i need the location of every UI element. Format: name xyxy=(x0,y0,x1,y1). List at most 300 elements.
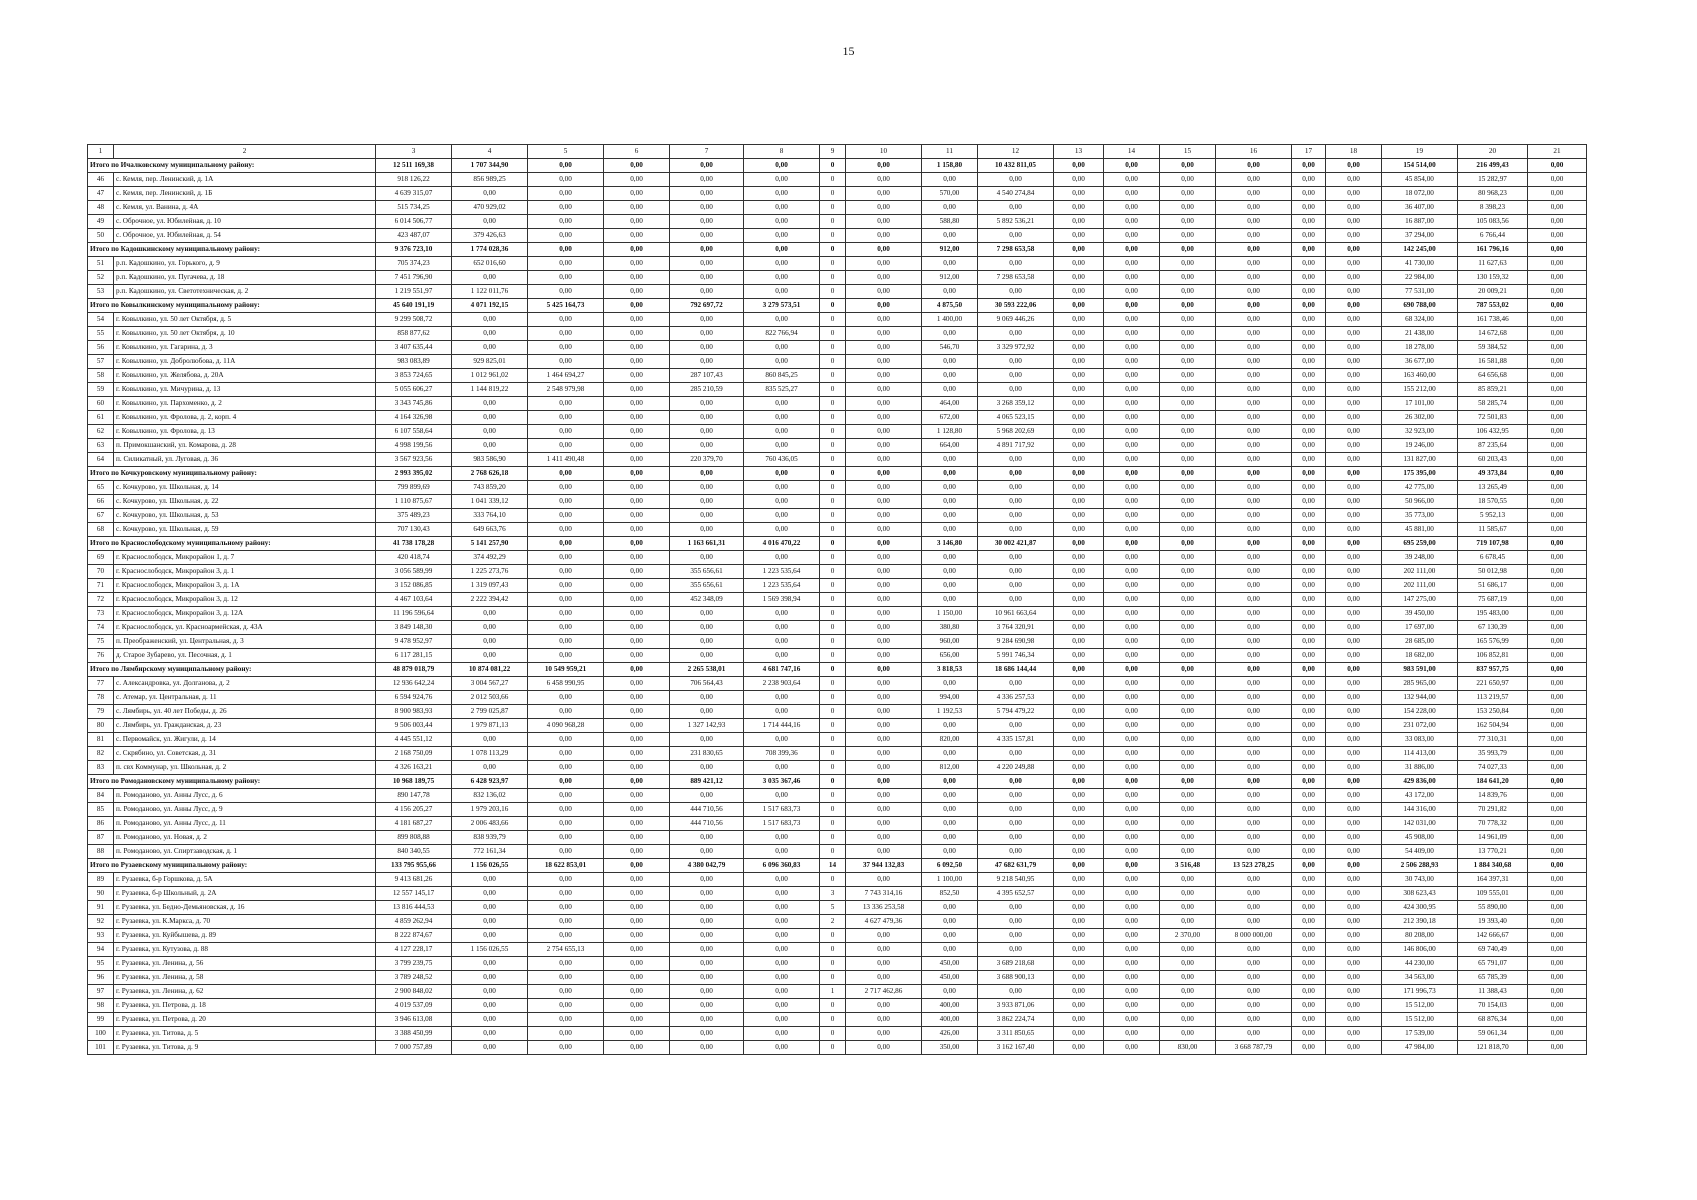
value-cell: 0,00 xyxy=(1104,201,1160,215)
value-cell: 0,00 xyxy=(604,327,670,341)
total-value-cell: 0,00 xyxy=(1160,775,1216,789)
value-cell: 0,00 xyxy=(1216,831,1292,845)
value-cell: 0,00 xyxy=(1528,523,1587,537)
value-cell: 0,00 xyxy=(922,845,978,859)
address-cell: г. Ковылкино, ул. Добролюбова, д. 11А xyxy=(114,355,376,369)
value-cell: 0,00 xyxy=(1054,747,1104,761)
column-number-cell: 3 xyxy=(376,145,452,159)
value-cell: 1 128,80 xyxy=(922,425,978,439)
value-cell: 1 979 871,13 xyxy=(452,719,528,733)
total-value-cell: 690 788,00 xyxy=(1382,299,1458,313)
value-cell: 0,00 xyxy=(1104,915,1160,929)
row-number-cell: 97 xyxy=(88,985,114,999)
table-row xyxy=(88,173,1587,187)
value-cell: 0 xyxy=(820,495,846,509)
value-cell: 0,00 xyxy=(744,831,820,845)
value-cell: 0,00 xyxy=(978,201,1054,215)
value-cell: 0,00 xyxy=(1326,369,1382,383)
value-cell: 0,00 xyxy=(846,439,922,453)
value-cell: 0,00 xyxy=(1054,453,1104,467)
value-cell: 2 900 848,02 xyxy=(376,985,452,999)
value-cell: 0,00 xyxy=(1528,565,1587,579)
value-cell: 0,00 xyxy=(1326,551,1382,565)
table-row xyxy=(88,187,1587,201)
value-cell: 0,00 xyxy=(604,271,670,285)
value-cell: 36 677,00 xyxy=(1382,355,1458,369)
total-value-cell: 30 593 222,06 xyxy=(978,299,1054,313)
value-cell: 0,00 xyxy=(670,341,744,355)
value-cell: 0,00 xyxy=(1216,565,1292,579)
value-cell: 0,00 xyxy=(1216,971,1292,985)
value-cell: 0,00 xyxy=(528,607,604,621)
total-value-cell: 0,00 xyxy=(1326,663,1382,677)
value-cell: 0,00 xyxy=(1326,957,1382,971)
value-cell: 0,00 xyxy=(1292,495,1326,509)
value-cell: 0,00 xyxy=(1292,985,1326,999)
row-number-cell: 55 xyxy=(88,327,114,341)
total-value-cell: 48 879 018,79 xyxy=(376,663,452,677)
value-cell: 0,00 xyxy=(978,173,1054,187)
address-cell: г. Краснослободск, Микрорайон 1, д. 7 xyxy=(114,551,376,565)
value-cell: 0,00 xyxy=(744,929,820,943)
value-cell: 1 110 875,67 xyxy=(376,495,452,509)
value-cell: 0,00 xyxy=(604,1027,670,1041)
value-cell: 0 xyxy=(820,215,846,229)
row-number-cell: 96 xyxy=(88,971,114,985)
total-value-cell: 0 xyxy=(820,243,846,257)
district-total-label: Итого по Ковылкинскому муниципальному району: xyxy=(88,299,376,313)
total-value-cell: 12 511 169,38 xyxy=(376,159,452,173)
value-cell: 0,00 xyxy=(1292,887,1326,901)
value-cell: 0,00 xyxy=(1326,341,1382,355)
value-cell: 0,00 xyxy=(1528,761,1587,775)
total-value-cell: 10 968 189,75 xyxy=(376,775,452,789)
total-value-cell: 0,00 xyxy=(1528,243,1587,257)
value-cell: 0,00 xyxy=(452,971,528,985)
value-cell: 59 384,52 xyxy=(1458,341,1528,355)
value-cell: 0,00 xyxy=(1326,523,1382,537)
value-cell: 0,00 xyxy=(922,369,978,383)
value-cell: 0,00 xyxy=(1292,313,1326,327)
value-cell: 0,00 xyxy=(670,313,744,327)
value-cell: 109 555,01 xyxy=(1458,887,1528,901)
table-row xyxy=(88,201,1587,215)
value-cell: 0,00 xyxy=(1528,873,1587,887)
value-cell: 0,00 xyxy=(1054,845,1104,859)
table-row xyxy=(88,271,1587,285)
address-cell: п. Примокшанский, ул. Комарова, д. 28 xyxy=(114,439,376,453)
value-cell: 0,00 xyxy=(1528,1013,1587,1027)
row-number-cell: 80 xyxy=(88,719,114,733)
value-cell: 0,00 xyxy=(846,957,922,971)
value-cell: 0,00 xyxy=(604,495,670,509)
value-cell: 0,00 xyxy=(1326,831,1382,845)
value-cell: 890 147,78 xyxy=(376,789,452,803)
value-cell: 1 223 535,64 xyxy=(744,579,820,593)
value-cell: 0,00 xyxy=(528,257,604,271)
value-cell: 0,00 xyxy=(1326,313,1382,327)
value-cell: 13 265,49 xyxy=(1458,481,1528,495)
value-cell: 0,00 xyxy=(452,439,528,453)
value-cell: 0,00 xyxy=(452,733,528,747)
value-cell: 0,00 xyxy=(744,845,820,859)
value-cell: 0,00 xyxy=(604,985,670,999)
value-cell: 355 656,61 xyxy=(670,579,744,593)
total-value-cell: 0,00 xyxy=(1216,467,1292,481)
total-value-cell: 0,00 xyxy=(1528,775,1587,789)
address-cell: п. Ромоданово, ул. Спиртзаводская, д. 1 xyxy=(114,845,376,859)
value-cell: 0,00 xyxy=(1528,747,1587,761)
value-cell: 0 xyxy=(820,383,846,397)
row-number-cell: 68 xyxy=(88,523,114,537)
district-total-row xyxy=(88,537,1587,551)
value-cell: 672,00 xyxy=(922,411,978,425)
value-cell: 2 222 394,42 xyxy=(452,593,528,607)
value-cell: 450,00 xyxy=(922,971,978,985)
value-cell: 0,00 xyxy=(1216,817,1292,831)
value-cell: 0 xyxy=(820,439,846,453)
value-cell: 0,00 xyxy=(978,579,1054,593)
value-cell: 0,00 xyxy=(978,929,1054,943)
value-cell: 0,00 xyxy=(1326,411,1382,425)
value-cell: 0 xyxy=(820,523,846,537)
value-cell: 0,00 xyxy=(670,481,744,495)
value-cell: 0,00 xyxy=(670,355,744,369)
value-cell: 17 697,00 xyxy=(1382,621,1458,635)
value-cell: 0,00 xyxy=(1326,985,1382,999)
value-cell: 0,00 xyxy=(1528,719,1587,733)
row-number-cell: 100 xyxy=(88,1027,114,1041)
total-value-cell: 1 884 340,68 xyxy=(1458,859,1528,873)
table-row xyxy=(88,229,1587,243)
value-cell: 0,00 xyxy=(670,691,744,705)
total-value-cell: 0,00 xyxy=(1104,299,1160,313)
total-value-cell: 4 681 747,16 xyxy=(744,663,820,677)
total-value-cell: 0,00 xyxy=(1054,775,1104,789)
district-total-label: Итого по Кадошкинскому муниципальному району: xyxy=(88,243,376,257)
total-value-cell: 0,00 xyxy=(922,775,978,789)
table-row xyxy=(88,369,1587,383)
value-cell: 0,00 xyxy=(1160,649,1216,663)
value-cell: 35 993,79 xyxy=(1458,747,1528,761)
value-cell: 0,00 xyxy=(452,411,528,425)
address-cell: г. Ковылкино, ул. Фролова, д. 2, корп. 4 xyxy=(114,411,376,425)
value-cell: 0,00 xyxy=(1216,439,1292,453)
column-number-cell: 18 xyxy=(1326,145,1382,159)
value-cell: 0,00 xyxy=(1216,271,1292,285)
address-cell: с. Кочкурово, ул. Школьная, д. 59 xyxy=(114,523,376,537)
address-cell: г. Краснослободск, Микрорайон 3, д. 12А xyxy=(114,607,376,621)
value-cell: 35 773,00 xyxy=(1382,509,1458,523)
value-cell: 142 031,00 xyxy=(1382,817,1458,831)
value-cell: 0 xyxy=(820,705,846,719)
total-value-cell: 0,00 xyxy=(604,859,670,873)
value-cell: 0,00 xyxy=(1216,201,1292,215)
value-cell: 0,00 xyxy=(1292,341,1326,355)
address-cell: с. Кемля, пер. Ленинский, д. 1Б xyxy=(114,187,376,201)
value-cell: 0,00 xyxy=(1054,929,1104,943)
total-value-cell: 0 xyxy=(820,299,846,313)
address-cell: п. Ромоданово, ул. Анны Лусс, д. 6 xyxy=(114,789,376,803)
value-cell: 1 400,00 xyxy=(922,313,978,327)
value-cell: 0,00 xyxy=(1160,285,1216,299)
value-cell: 0,00 xyxy=(1326,425,1382,439)
value-cell: 374 492,29 xyxy=(452,551,528,565)
value-cell: 0,00 xyxy=(846,481,922,495)
value-cell: 0,00 xyxy=(452,327,528,341)
value-cell: 0,00 xyxy=(1160,635,1216,649)
value-cell: 80 208,00 xyxy=(1382,929,1458,943)
value-cell: 0,00 xyxy=(978,565,1054,579)
value-cell: 0,00 xyxy=(1292,285,1326,299)
table-row xyxy=(88,691,1587,705)
total-value-cell: 0,00 xyxy=(1054,859,1104,873)
value-cell: 0,00 xyxy=(452,761,528,775)
address-cell: с. Оброчное, ул. Юбилейная, д. 54 xyxy=(114,229,376,243)
value-cell: 0,00 xyxy=(1054,985,1104,999)
total-value-cell: 3 035 367,46 xyxy=(744,775,820,789)
address-cell: с. Кочкурово, ул. Школьная, д. 14 xyxy=(114,481,376,495)
value-cell: 0,00 xyxy=(1528,425,1587,439)
value-cell: 31 886,00 xyxy=(1382,761,1458,775)
value-cell: 0,00 xyxy=(1292,1027,1326,1041)
column-number-cell: 7 xyxy=(670,145,744,159)
value-cell: 3 933 871,06 xyxy=(978,999,1054,1013)
value-cell: 4 181 687,27 xyxy=(376,817,452,831)
total-value-cell: 142 245,00 xyxy=(1382,243,1458,257)
value-cell: 649 663,76 xyxy=(452,523,528,537)
value-cell: 0,00 xyxy=(1216,733,1292,747)
value-cell: 0,00 xyxy=(1054,383,1104,397)
value-cell: 656,00 xyxy=(922,649,978,663)
total-value-cell: 0,00 xyxy=(604,467,670,481)
value-cell: 0,00 xyxy=(1326,173,1382,187)
row-number-cell: 86 xyxy=(88,817,114,831)
value-cell: 0,00 xyxy=(1216,873,1292,887)
table-row xyxy=(88,761,1587,775)
table-row xyxy=(88,831,1587,845)
table-row xyxy=(88,509,1587,523)
value-cell: 0,00 xyxy=(670,635,744,649)
address-cell: п. Преображенский, ул. Центральная, д. 3 xyxy=(114,635,376,649)
total-value-cell: 0,00 xyxy=(846,537,922,551)
value-cell: 54 409,00 xyxy=(1382,845,1458,859)
value-cell: 1 411 490,48 xyxy=(528,453,604,467)
column-number-cell: 12 xyxy=(978,145,1054,159)
value-cell: 707 130,43 xyxy=(376,523,452,537)
value-cell: 3 407 635,44 xyxy=(376,341,452,355)
value-cell: 0,00 xyxy=(1104,789,1160,803)
value-cell: 0,00 xyxy=(528,985,604,999)
value-cell: 65 791,07 xyxy=(1458,957,1528,971)
value-cell: 231 830,65 xyxy=(670,747,744,761)
total-value-cell: 0 xyxy=(820,663,846,677)
value-cell: 0,00 xyxy=(1160,1013,1216,1027)
value-cell: 16 581,88 xyxy=(1458,355,1528,369)
value-cell: 0,00 xyxy=(670,943,744,957)
value-cell: 285 965,00 xyxy=(1382,677,1458,691)
row-number-cell: 69 xyxy=(88,551,114,565)
value-cell: 0,00 xyxy=(846,523,922,537)
value-cell: 0,00 xyxy=(1104,411,1160,425)
value-cell: 0 xyxy=(820,873,846,887)
value-cell: 164 397,31 xyxy=(1458,873,1528,887)
value-cell: 0,00 xyxy=(604,453,670,467)
value-cell: 0,00 xyxy=(670,411,744,425)
value-cell: 6 117 281,15 xyxy=(376,649,452,663)
value-cell: 0,00 xyxy=(846,187,922,201)
value-cell: 0,00 xyxy=(1216,383,1292,397)
value-cell: 0,00 xyxy=(1160,901,1216,915)
value-cell: 0,00 xyxy=(1326,565,1382,579)
value-cell: 0,00 xyxy=(1216,229,1292,243)
total-value-cell: 4 016 470,22 xyxy=(744,537,820,551)
table-row xyxy=(88,327,1587,341)
value-cell: 0,00 xyxy=(604,761,670,775)
value-cell: 2 754 655,13 xyxy=(528,943,604,957)
value-cell: 9 299 508,72 xyxy=(376,313,452,327)
value-cell: 0 xyxy=(820,803,846,817)
value-cell: 0,00 xyxy=(1292,425,1326,439)
value-cell: 0,00 xyxy=(1326,271,1382,285)
value-cell: 0,00 xyxy=(1326,789,1382,803)
value-cell: 0,00 xyxy=(922,201,978,215)
value-cell: 0,00 xyxy=(1160,607,1216,621)
value-cell: 0,00 xyxy=(1292,201,1326,215)
value-cell: 0,00 xyxy=(1216,215,1292,229)
value-cell: 0,00 xyxy=(1160,621,1216,635)
value-cell: 0,00 xyxy=(1528,831,1587,845)
value-cell: 0,00 xyxy=(452,985,528,999)
value-cell: 0,00 xyxy=(1528,215,1587,229)
total-value-cell: 45 640 191,19 xyxy=(376,299,452,313)
address-cell: г. Краснослободск, Микрорайон 3, д. 12 xyxy=(114,593,376,607)
value-cell: 0,00 xyxy=(1216,747,1292,761)
value-cell: 0,00 xyxy=(978,901,1054,915)
value-cell: 0,00 xyxy=(1104,1041,1160,1055)
value-cell: 983 083,89 xyxy=(376,355,452,369)
value-cell: 0,00 xyxy=(1326,1013,1382,1027)
value-cell: 0,00 xyxy=(1326,327,1382,341)
value-cell: 0,00 xyxy=(528,649,604,663)
total-value-cell: 41 738 178,28 xyxy=(376,537,452,551)
total-value-cell: 10 549 959,21 xyxy=(528,663,604,677)
value-cell: 3 343 745,86 xyxy=(376,397,452,411)
value-cell: 0,00 xyxy=(744,635,820,649)
value-cell: 0,00 xyxy=(1160,271,1216,285)
total-value-cell: 0,00 xyxy=(1160,299,1216,313)
value-cell: 0,00 xyxy=(528,411,604,425)
value-cell: 212 390,18 xyxy=(1382,915,1458,929)
address-cell: п. свх Коммунар, ул. Школьная, д. 2 xyxy=(114,761,376,775)
value-cell: 0,00 xyxy=(1528,355,1587,369)
value-cell: 0,00 xyxy=(1216,649,1292,663)
value-cell: 0,00 xyxy=(978,509,1054,523)
total-value-cell: 0,00 xyxy=(1292,299,1326,313)
value-cell: 0,00 xyxy=(1528,439,1587,453)
total-value-cell: 154 514,00 xyxy=(1382,159,1458,173)
value-cell: 0,00 xyxy=(1160,943,1216,957)
value-cell: 4 859 262,94 xyxy=(376,915,452,929)
value-cell: 0 xyxy=(820,481,846,495)
value-cell: 0,00 xyxy=(846,607,922,621)
row-number-cell: 56 xyxy=(88,341,114,355)
value-cell: 0,00 xyxy=(528,341,604,355)
value-cell: 0,00 xyxy=(744,411,820,425)
value-cell: 0,00 xyxy=(978,369,1054,383)
value-cell: 0,00 xyxy=(978,523,1054,537)
value-cell: 0,00 xyxy=(1104,845,1160,859)
value-cell: 0 xyxy=(820,719,846,733)
total-value-cell: 2 506 288,93 xyxy=(1382,859,1458,873)
total-value-cell: 0,00 xyxy=(846,775,922,789)
value-cell: 0,00 xyxy=(1216,425,1292,439)
column-number-cell: 21 xyxy=(1528,145,1587,159)
value-cell: 0,00 xyxy=(1292,565,1326,579)
value-cell: 0,00 xyxy=(1054,621,1104,635)
column-number-cell: 17 xyxy=(1292,145,1326,159)
value-cell: 7 298 653,58 xyxy=(978,271,1054,285)
value-cell: 18 278,00 xyxy=(1382,341,1458,355)
column-number-cell: 4 xyxy=(452,145,528,159)
value-cell: 0,00 xyxy=(1054,607,1104,621)
total-value-cell: 6 428 923,97 xyxy=(452,775,528,789)
value-cell: 32 923,00 xyxy=(1382,425,1458,439)
value-cell: 0,00 xyxy=(1160,915,1216,929)
row-number-cell: 53 xyxy=(88,285,114,299)
value-cell: 423 487,07 xyxy=(376,229,452,243)
value-cell: 144 316,00 xyxy=(1382,803,1458,817)
row-number-cell: 79 xyxy=(88,705,114,719)
value-cell: 0,00 xyxy=(1160,257,1216,271)
value-cell: 0,00 xyxy=(1528,495,1587,509)
value-cell: 0,00 xyxy=(978,495,1054,509)
value-cell: 68 324,00 xyxy=(1382,313,1458,327)
value-cell: 0,00 xyxy=(670,271,744,285)
value-cell: 0,00 xyxy=(528,1013,604,1027)
column-number-cell: 8 xyxy=(744,145,820,159)
value-cell: 0,00 xyxy=(846,383,922,397)
value-cell: 0,00 xyxy=(1216,369,1292,383)
value-cell: 0,00 xyxy=(1326,747,1382,761)
value-cell: 0,00 xyxy=(1528,1041,1587,1055)
row-number-cell: 51 xyxy=(88,257,114,271)
value-cell: 13 816 444,53 xyxy=(376,901,452,915)
value-cell: 0,00 xyxy=(670,915,744,929)
value-cell: 0,00 xyxy=(978,831,1054,845)
value-cell: 0,00 xyxy=(1292,831,1326,845)
value-cell: 0,00 xyxy=(1104,285,1160,299)
value-cell: 420 418,74 xyxy=(376,551,452,565)
value-cell: 0,00 xyxy=(846,789,922,803)
value-cell: 0,00 xyxy=(922,257,978,271)
address-cell: с. Первомайск, ул. Жигули, д. 14 xyxy=(114,733,376,747)
value-cell: 1 078 113,29 xyxy=(452,747,528,761)
value-cell: 4 164 326,98 xyxy=(376,411,452,425)
value-cell: 0,00 xyxy=(528,957,604,971)
value-cell: 0,00 xyxy=(1326,257,1382,271)
value-cell: 0,00 xyxy=(1528,607,1587,621)
value-cell: 0,00 xyxy=(452,271,528,285)
address-cell: г. Рузаевка, ул. Кутузова, д. 88 xyxy=(114,943,376,957)
value-cell: 55 890,00 xyxy=(1458,901,1528,915)
value-cell: 0,00 xyxy=(1528,313,1587,327)
table-row xyxy=(88,943,1587,957)
value-cell: 0,00 xyxy=(922,285,978,299)
value-cell: 0,00 xyxy=(1326,803,1382,817)
value-cell: 0,00 xyxy=(922,383,978,397)
total-value-cell: 0,00 xyxy=(1528,859,1587,873)
